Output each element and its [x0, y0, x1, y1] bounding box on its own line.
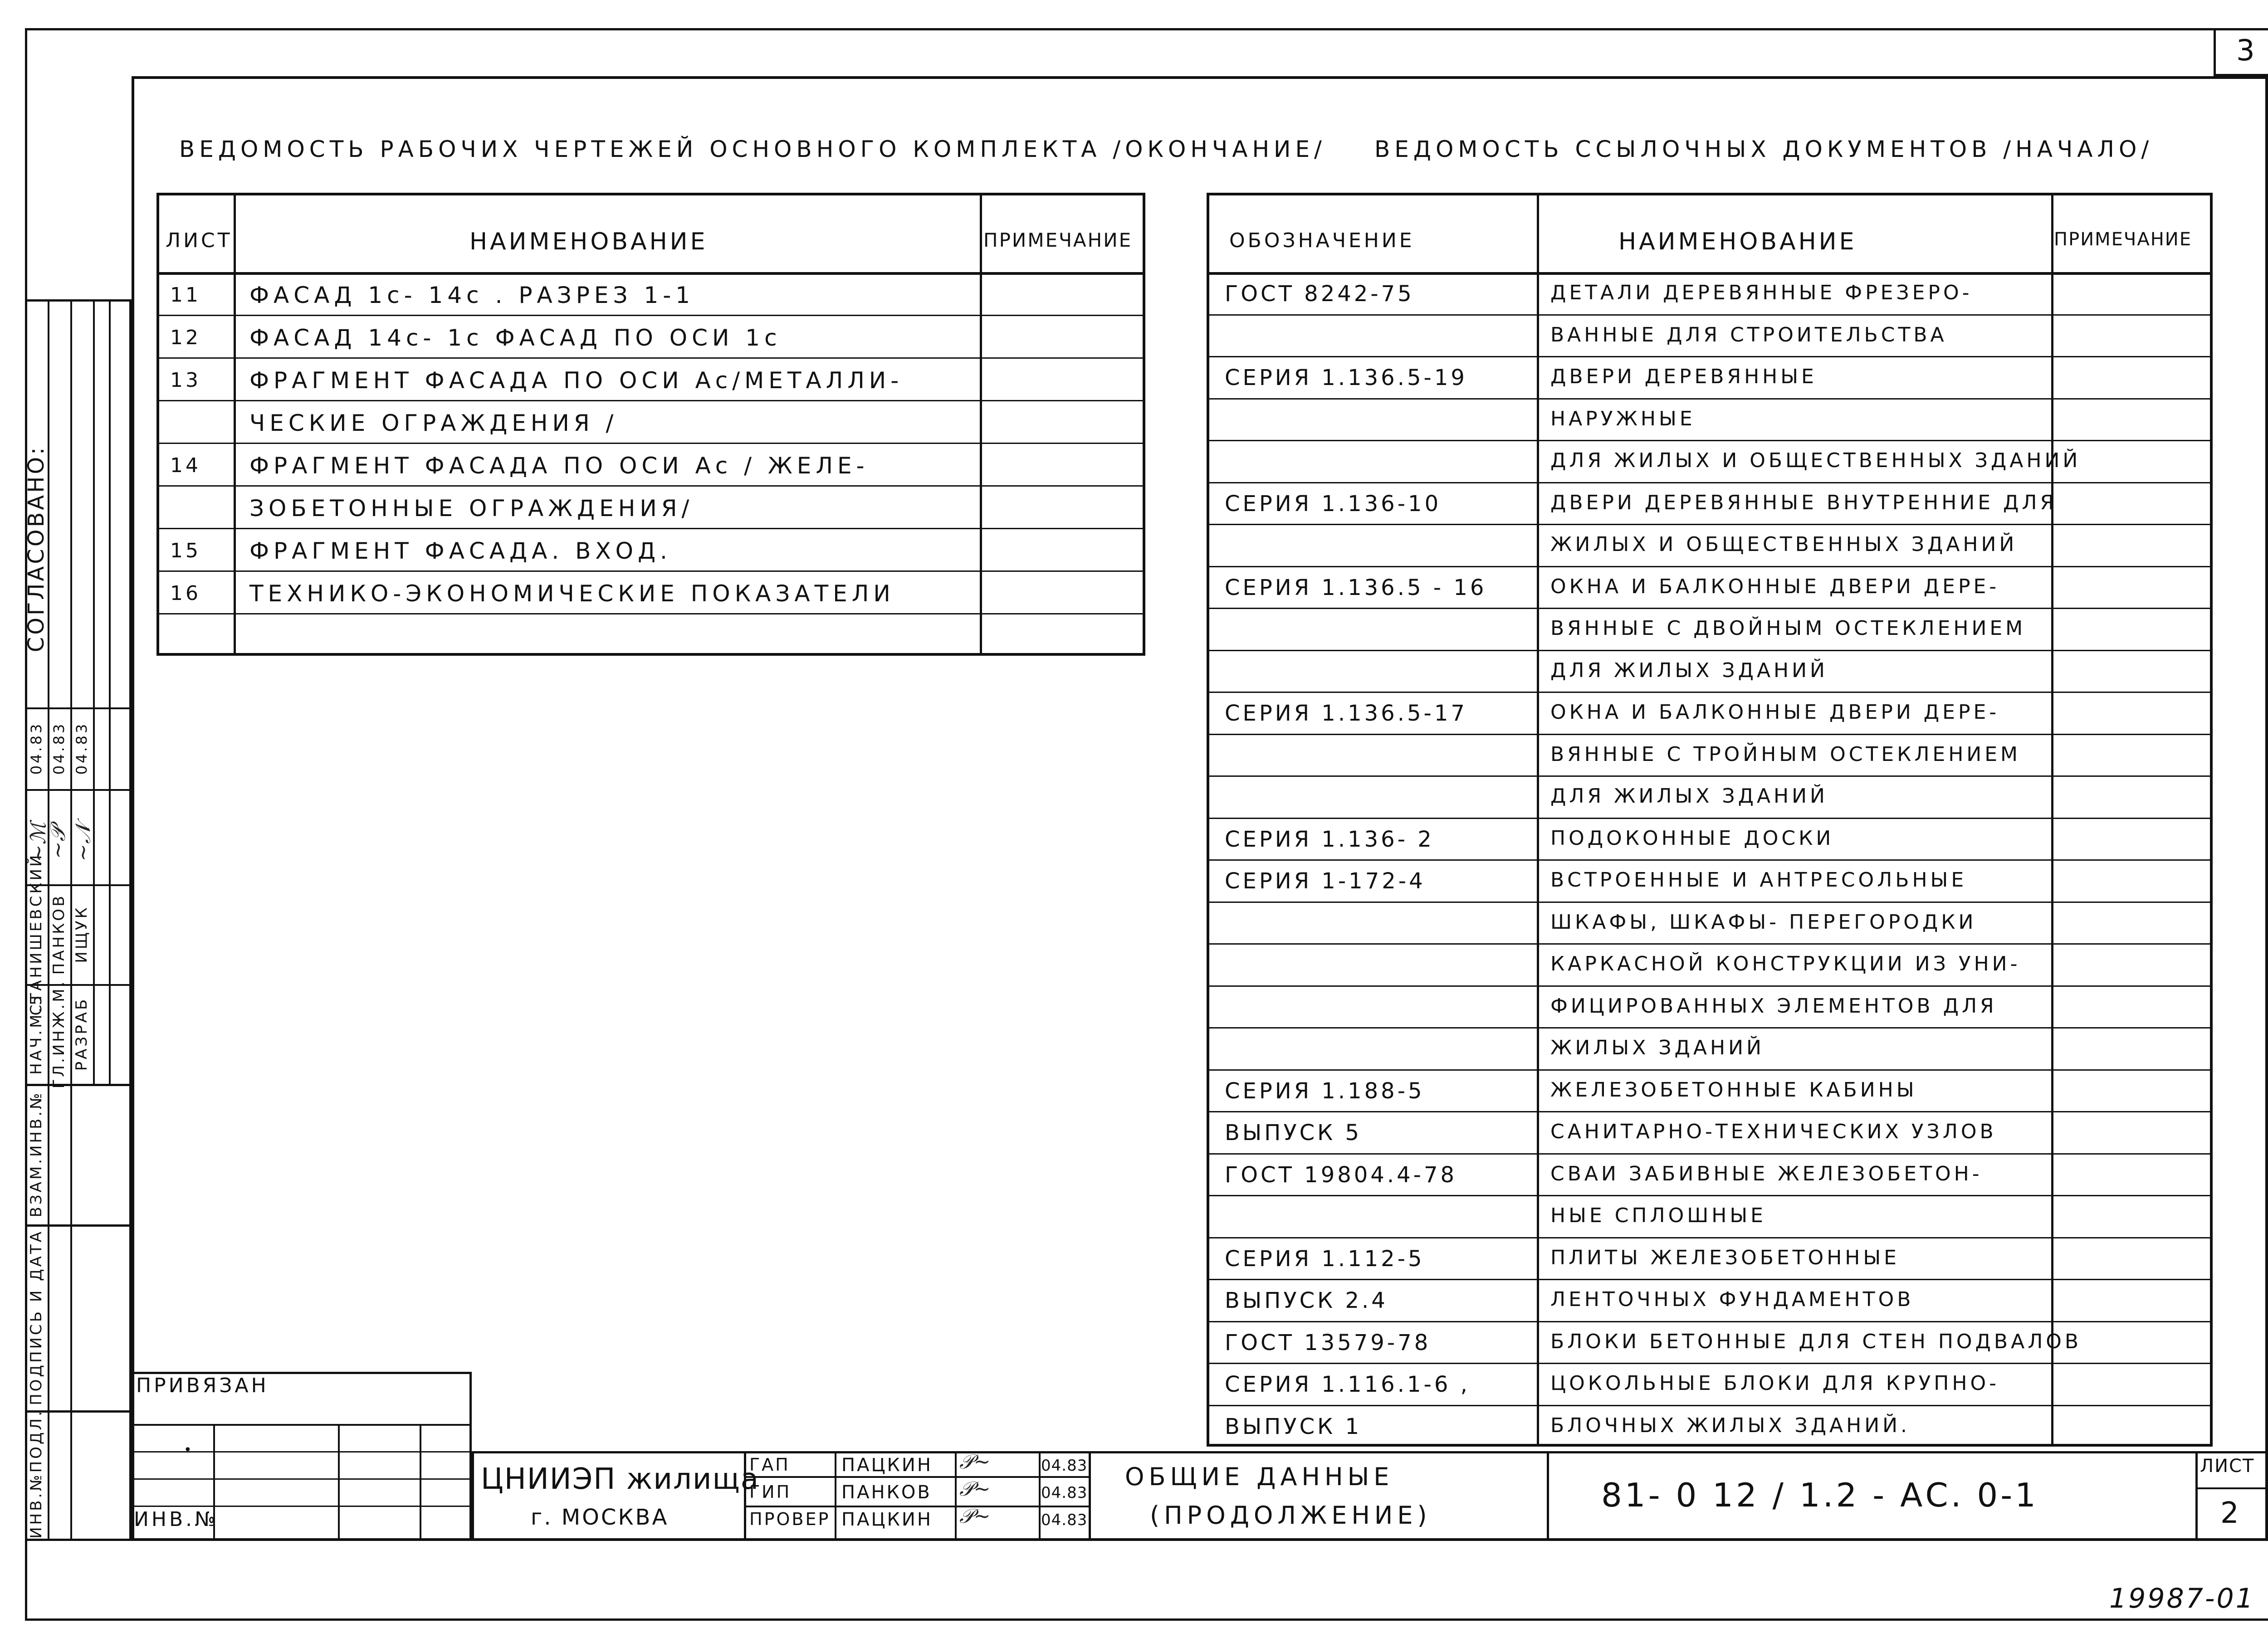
row-name: БЛОЧНЫХ ЖИЛЫХ ЗДАНИЙ.	[1550, 1414, 1911, 1437]
archive-number: 19987-01	[2109, 1583, 2255, 1614]
row-code: СЕРИЯ 1.112-5	[1225, 1246, 1425, 1272]
rule-line	[132, 1506, 472, 1507]
row-name: НЫЕ СПЛОШНЫЕ	[1550, 1204, 1766, 1227]
right-table-title: ВЕДОМОСТЬ ССЫЛОЧНЫХ ДОКУМЕНТОВ /НАЧАЛО/	[1374, 136, 2154, 162]
rule-line	[25, 707, 132, 709]
rule-line	[744, 1506, 1089, 1507]
row-sheet: 14	[170, 454, 201, 477]
rule-line	[156, 315, 1145, 316]
rule-line	[132, 1478, 472, 1480]
row-name: САНИТАРНО-ТЕХНИЧЕСКИХ УЗЛОВ	[1550, 1120, 1997, 1143]
doc-title-1: ОБЩИЕ ДАННЫЕ	[1125, 1462, 1394, 1491]
date-2: 04.83	[1041, 1484, 1088, 1502]
inventory-label: ИНВ.№	[134, 1508, 218, 1531]
rule-line	[2195, 1451, 2198, 1541]
doc-title-2: (ПРОДОЛЖЕНИЕ)	[1150, 1501, 1432, 1530]
header-sheet: ЛИСТ	[166, 229, 233, 252]
rule-line	[1207, 818, 2213, 819]
signature: 𝒫~	[959, 1477, 991, 1501]
rule-line	[1207, 272, 2213, 275]
rule-line	[955, 1451, 957, 1541]
row-name: ЗОБЕТОННЫЕ ОГРАЖДЕНИЯ/	[249, 495, 694, 522]
row-code: СЕРИЯ 1.136.5 - 16	[1225, 575, 1487, 600]
date-1: 04.83	[1041, 1457, 1088, 1475]
name-2: ПАНКОВ	[50, 893, 68, 975]
rule-line	[156, 528, 1145, 529]
signature: 𝒫~	[959, 1505, 991, 1528]
rule-line	[234, 193, 236, 656]
rule-line	[1207, 1027, 2213, 1028]
rule-line	[1207, 608, 2213, 609]
row-name: ПЛИТЫ ЖЕЛЕЗОБЕТОННЫЕ	[1550, 1246, 1900, 1269]
rule-line	[1207, 859, 2213, 861]
rule-line	[1207, 356, 2213, 357]
row-name: ФАСАД 14с- 1с ФАСАД ПО ОСИ 1с	[249, 325, 782, 351]
rule-line	[1207, 566, 2213, 567]
rule-line	[1207, 1153, 2213, 1155]
row-name: ПОДОКОННЫЕ ДОСКИ	[1550, 826, 1834, 850]
rule-line	[156, 443, 1145, 444]
row-name: ДВЕРИ ДЕРЕВЯННЫЕ	[1550, 365, 1817, 388]
row-name: СВАИ ЗАБИВНЫЕ ЖЕЛЕЗОБЕТОН-	[1550, 1162, 1983, 1185]
name-3: ПАЦКИН	[841, 1509, 933, 1530]
row-name: ФАСАД 1с- 14с . РАЗРЕЗ 1-1	[249, 282, 695, 308]
role-2: ГЛ.ИНЖ.М.	[50, 979, 68, 1089]
role-3: РАЗРАБ	[73, 997, 91, 1071]
rule-line	[70, 299, 72, 1541]
sheet-label: ЛИСТ	[2200, 1456, 2255, 1477]
rule-line	[1207, 734, 2213, 735]
rule-line	[835, 1451, 836, 1541]
row-code: СЕРИЯ 1.136.5-19	[1225, 365, 1467, 390]
row-name: ВСТРОЕННЫЕ И АНТРЕСОЛЬНЫЕ	[1550, 868, 1967, 892]
role-2: ГИП	[749, 1482, 792, 1502]
rule-line	[1207, 775, 2213, 777]
rule-line	[1547, 1451, 1549, 1541]
header-note: ПРИМЕЧАНИЕ	[2054, 229, 2192, 250]
date-3: 04.83	[1041, 1511, 1088, 1529]
row-name: ЛЕНТОЧНЫХ ФУНДАМЕНТОВ	[1550, 1288, 1914, 1311]
row-name: ВЯННЫЕ С ТРОЙНЫМ ОСТЕКЛЕНИЕМ	[1550, 742, 2021, 766]
rule-line	[93, 299, 95, 1084]
row-code: СЕРИЯ 1.136-10	[1225, 491, 1442, 517]
row-name: ОКНА И БАЛКОННЫЕ ДВЕРИ ДЕРЕ-	[1550, 701, 2000, 724]
rule-line	[1207, 1237, 2213, 1238]
org-name: ЦНИИЭП жилища	[481, 1462, 759, 1496]
name-1: СТАНИШЕВСКИЙ	[27, 853, 45, 1016]
rule-line	[132, 1451, 472, 1453]
row-name: ФРАГМЕНТ ФАСАДА. ВХОД.	[249, 538, 672, 564]
rule-line	[1207, 943, 2213, 945]
row-name: ЖИЛЫХ ЗДАНИЙ	[1550, 1036, 1765, 1059]
rule-line	[1207, 985, 2213, 987]
row-name: ДЛЯ ЖИЛЫХ ЗДАНИЙ	[1550, 658, 1828, 682]
row-name: КАРКАСНОЙ КОНСТРУКЦИИ ИЗ УНИ-	[1550, 952, 2021, 975]
row-sheet: 13	[170, 369, 201, 392]
row-name: ВЯННЫЕ С ДВОЙНЫМ ОСТЕКЛЕНИЕМ	[1550, 617, 2026, 640]
rule-line	[1207, 1111, 2213, 1112]
row-name: НАРУЖНЫЕ	[1550, 407, 1696, 430]
header-name: НАИМЕНОВАНИЕ	[1618, 228, 1857, 255]
rule-line	[1207, 1195, 2213, 1196]
agreed-label: СОГЛАСОВАНО:	[24, 445, 49, 653]
rule-line	[156, 570, 1145, 572]
date-1: 04.83	[28, 721, 45, 775]
signature: ~𝒫	[45, 826, 70, 859]
rule-line	[1207, 314, 2213, 316]
rule-line	[156, 357, 1145, 359]
rule-line	[25, 789, 132, 791]
row-name: ЖЕЛЕЗОБЕТОННЫЕ КАБИНЫ	[1550, 1078, 1917, 1102]
name-1: ПАЦКИН	[841, 1455, 933, 1476]
row-name: БЛОКИ БЕТОННЫЕ ДЛЯ СТЕН ПОДВАЛОВ	[1550, 1330, 2082, 1353]
rule-line	[1207, 524, 2213, 525]
row-sheet: 11	[170, 283, 201, 307]
date-2: 04.83	[50, 721, 68, 775]
field-replace: ВЗАМ.ИНВ.№	[27, 1091, 45, 1218]
row-name: ДЛЯ ЖИЛЫХ ЗДАНИЙ	[1550, 785, 1828, 808]
row-name: ЦОКОЛЬНЫЕ БЛОКИ ДЛЯ КРУПНО-	[1550, 1372, 1999, 1395]
rule-line	[420, 1424, 421, 1541]
rule-line	[1089, 1451, 1091, 1541]
row-code: СЕРИЯ 1.116.1-6 ,	[1225, 1372, 1470, 1397]
row-name: ДЕТАЛИ ДЕРЕВЯННЫЕ ФРЕЗЕРО-	[1550, 281, 1973, 304]
page-number: 3	[2236, 34, 2258, 68]
field-signature: ПОДПИСЬ И ДАТА	[27, 1229, 45, 1405]
rule-line	[1207, 482, 2213, 483]
signature: ~𝒩	[70, 824, 95, 862]
row-name: ОКНА И БАЛКОННЫЕ ДВЕРИ ДЕРЕ-	[1550, 575, 2000, 598]
name-2: ПАНКОВ	[841, 1482, 932, 1503]
rule-line	[1207, 692, 2213, 693]
header-name: НАИМЕНОВАНИЕ	[469, 228, 708, 255]
rule-line	[156, 272, 1145, 275]
field-inventory: ИНВ.№ПОДЛ.	[27, 1409, 45, 1539]
row-name: ТЕХНИКО-ЭКОНОМИЧЕСКИЕ ПОКАЗАТЕЛИ	[249, 580, 895, 607]
row-name: ДЛЯ ЖИЛЫХ И ОБЩЕСТВЕННЫХ ЗДАНИЙ	[1550, 449, 2081, 472]
rule-line	[1039, 1451, 1041, 1541]
row-name: ЧЕСКИЕ ОГРАЖДЕНИЯ /	[249, 410, 618, 436]
left-table-title: ВЕДОМОСТЬ РАБОЧИХ ЧЕРТЕЖЕЙ ОСНОВНОГО КОМПЛЕКТА /ОКОНЧАНИЕ/	[179, 136, 1326, 162]
row-name: ФРАГМЕНТ ФАСАДА ПО ОСИ Ас/МЕТАЛЛИ-	[249, 367, 904, 394]
header-note: ПРИМЕЧАНИЕ	[983, 229, 1133, 251]
rule-line	[156, 613, 1145, 614]
rule-line	[109, 299, 111, 1084]
date-3: 04.83	[73, 721, 90, 775]
rule-line	[1207, 440, 2213, 441]
row-name: ДВЕРИ ДЕРЕВЯННЫЕ ВНУТРЕННИЕ ДЛЯ	[1550, 491, 2058, 514]
row-code: ГОСТ 13579-78	[1225, 1330, 1431, 1355]
rule-line	[1207, 1363, 2213, 1364]
rule-line	[338, 1424, 340, 1541]
row-code: СЕРИЯ 1.188-5	[1225, 1078, 1425, 1104]
role-1: ГАП	[749, 1455, 790, 1475]
row-code: ВЫПУСК 5	[1225, 1120, 1362, 1145]
signature: ~ℳ	[25, 822, 50, 862]
rule-line	[1207, 1405, 2213, 1406]
row-sheet: 15	[170, 539, 201, 562]
org-city: г. МОСКВА	[531, 1505, 669, 1530]
doc-code: 81- 0 12 / 1.2 - АС. 0-1	[1601, 1476, 2038, 1514]
row-sheet: 12	[170, 326, 201, 349]
rule-line	[2195, 1487, 2268, 1489]
sheet-number: 2	[2220, 1496, 2242, 1530]
row-code: ГОСТ 8242-75	[1225, 281, 1414, 307]
rule-line	[1207, 650, 2213, 651]
rule-line	[2051, 193, 2053, 1447]
rule-line	[1207, 1279, 2213, 1280]
rule-line	[1537, 193, 1539, 1447]
rule-line	[1207, 398, 2213, 400]
rule-line	[744, 1476, 1089, 1478]
dot: •	[184, 1442, 195, 1458]
row-code: ВЫПУСК 2.4	[1225, 1288, 1388, 1313]
rule-line	[156, 400, 1145, 401]
rule-line	[980, 193, 982, 656]
row-code: СЕРИЯ 1-172-4	[1225, 868, 1426, 894]
row-code: СЕРИЯ 1.136- 2	[1225, 826, 1434, 852]
role-1: НАЧ.М.5	[27, 993, 45, 1075]
rule-line	[1207, 1069, 2213, 1071]
attached-label: ПРИВЯЗАН	[136, 1374, 269, 1397]
row-code: СЕРИЯ 1.136.5-17	[1225, 701, 1467, 726]
row-name: ЖИЛЫХ И ОБЩЕСТВЕННЫХ ЗДАНИЙ	[1550, 533, 2018, 556]
row-sheet: 16	[170, 582, 201, 605]
rule-line	[156, 485, 1145, 487]
row-code: ВЫПУСК 1	[1225, 1414, 1362, 1439]
row-name: ФРАГМЕНТ ФАСАДА ПО ОСИ Ас / ЖЕЛЕ-	[249, 453, 869, 479]
row-name: ШКАФЫ, ШКАФЫ- ПЕРЕГОРОДКИ	[1550, 910, 1977, 934]
row-name: ФИЦИРОВАННЫХ ЭЛЕМЕНТОВ ДЛЯ	[1550, 994, 1997, 1018]
rule-line	[1207, 902, 2213, 903]
role-3: ПРОВЕР	[749, 1509, 831, 1529]
row-code: ГОСТ 19804.4-78	[1225, 1162, 1457, 1188]
signature: 𝒫~	[959, 1450, 991, 1473]
header-code: ОБОЗНАЧЕНИЕ	[1229, 229, 1415, 252]
rule-line	[25, 1084, 132, 1086]
rule-line	[1207, 1321, 2213, 1322]
rule-line	[25, 1224, 132, 1227]
name-3: ИЩУК	[73, 905, 91, 963]
row-name: ВАННЫЕ ДЛЯ СТРОИТЕЛЬСТВА	[1550, 323, 1947, 346]
